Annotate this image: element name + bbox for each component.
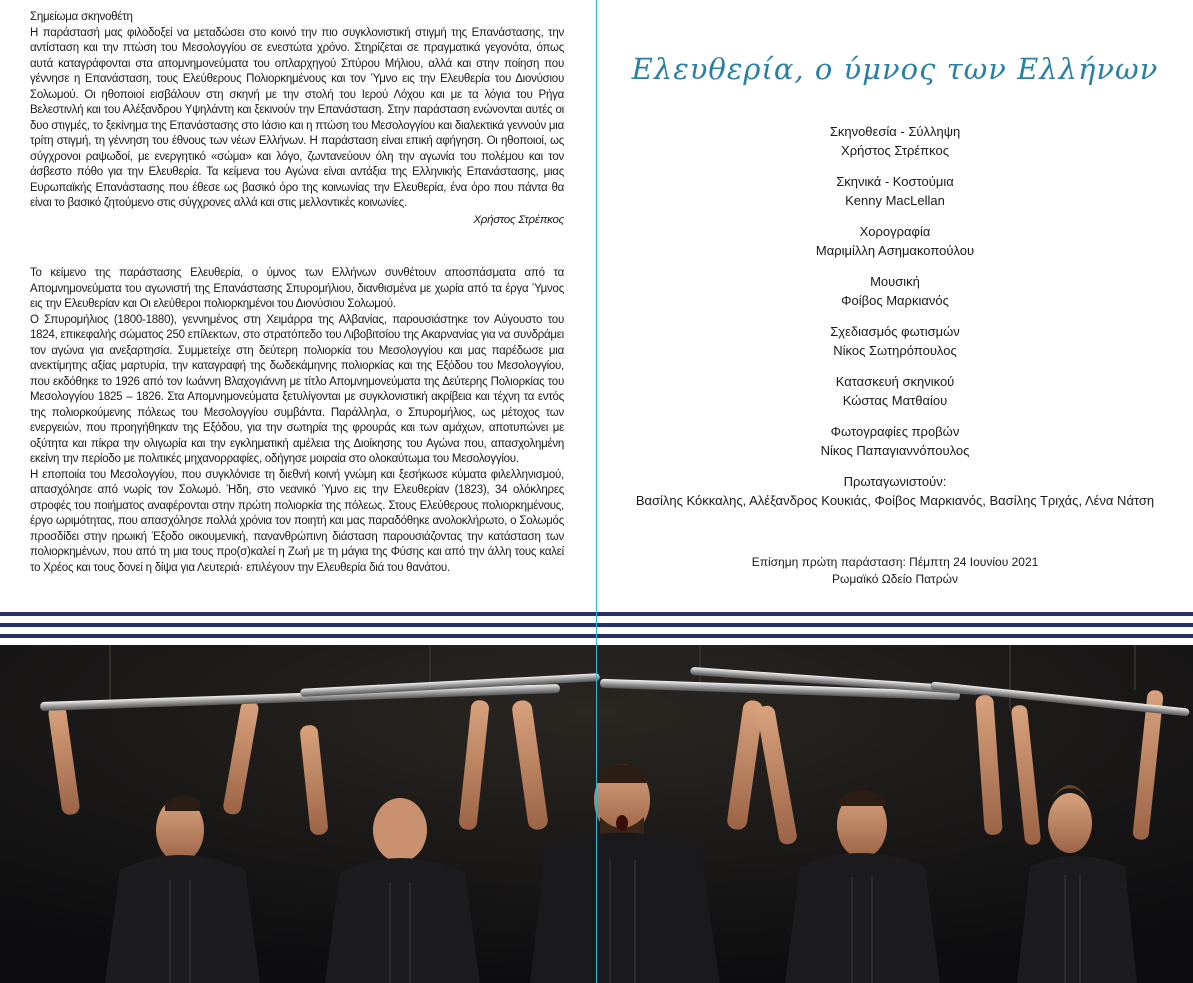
article-text xyxy=(30,266,564,576)
directors-note xyxy=(30,10,564,228)
credit-role: Σκηνοθεσία - Σύλληψη xyxy=(829,124,961,139)
credit-name: Kenny MacLellan xyxy=(845,193,945,208)
credits-list xyxy=(597,122,1193,522)
cast-names: Βασίλης Κόκκαλης, Αλέξανδρος Κουκιάς, Φοίβος Μαρκιανός, Βασίλης Τριχάς, Λένα Νάτση xyxy=(635,493,1155,508)
premiere-info xyxy=(597,554,1193,588)
directors-note-heading: Σημείωμα σκηνοθέτη xyxy=(30,11,133,23)
center-fold-line xyxy=(596,0,597,983)
credit-entry xyxy=(597,172,1193,210)
credit-role: Κατασκευή σκηνικού xyxy=(835,374,955,389)
credit-entry xyxy=(597,272,1193,310)
cast-entry xyxy=(597,472,1193,510)
credit-role: Φωτογραφίες προβών xyxy=(830,424,960,439)
credit-entry xyxy=(597,122,1193,160)
cast-heading: Πρωταγωνιστούν: xyxy=(843,474,947,489)
credit-role: Μουσική xyxy=(870,274,920,289)
credit-role: Χορογραφία xyxy=(859,224,931,239)
credit-role: Σκηνικά - Κοστούμια xyxy=(836,174,954,189)
credit-name: Νίκος Σωτηρόπουλος xyxy=(833,343,957,358)
credit-name: Φοίβος Μαρκιανός xyxy=(841,293,949,308)
credit-name: Χρήστος Στρέπκος xyxy=(841,143,949,158)
credit-entry xyxy=(597,222,1193,260)
directors-note-signature: Χρήστος Στρέπκος xyxy=(473,213,564,226)
credit-name: Μαριμίλλη Ασημακοπούλου xyxy=(815,243,975,258)
premiere-venue: Ρωμαϊκό Ωδείο Πατρών xyxy=(832,572,958,586)
article-paragraph: Η εποποιία του Μεσολογγίου, που συγκλόνισε τη διεθνή κοινή γνώμη και ξεσήκωσε κύματα φιλελληνισμού, απασχόλησε από νωρίς τον Σολωμό. Ήδη, στο νεανικό Ύμνο εις την Ελευθερίαν (1823), 34 ολόκληρες στροφές του ποιήματος αναφέρονται στην πρώτη πολιορκία της πόλεως. Στους Ελεύθερους πολιορκημένους, έργο ωριμότητας, που απασχόλησε πολλά χρόνια τον ποιητή και μας παραδόθηκε ανολοκλήρωτο, ο Σολωμός προσδίδει στην ηρωική Έξοδο οικουμενική, πανανθρώπινη διάσταση παρουσιάζοντας την κατάσταση των πολιορκημένων, που από τη μια τους προ(σ)καλεί η Ζωή με τη μάγια της Φύσης και από την άλλη τους καλεί το Χρέος και τους δονεί η δίψα για Λευτεριά· επιλέγουν την Ελευθερία διά του θανάτου. xyxy=(30,468,564,574)
premiere-date: Επίσημη πρώτη παράσταση: Πέμπτη 24 Ιουνίου 2021 xyxy=(751,555,1039,569)
directors-note-text: Η παράστασή μας φιλοδοξεί να μεταδώσει στο κοινό την πιο συγκλονιστική στιγμή της Επανάστασης, την αντίσταση και την πτώση του Μεσολογγίου σε ενεστώτα χρόνο. Στηρίζεται σε πραγματικά γεγονότα, όπως αυτά καταγράφονται στα απομνημονεύματα του οπλαρχηγού Σπύρου Μήλιου, αλλά και στην ποίηση που γέννησε η Επανάσταση, τους Ελεύθερους Πολιορκημένους και τον Ύμνο εις την Ελευθερία του Διονύσιου Σολωμού. Οι ηθοποιοί εισβάλουν στη σκηνή με την στολή του Ιερού Λόχου και με τα λόγια του Ρήγα Βελεστινλή και του Αλέξανδρου Υψηλάντη και ξεκινούν την Επανάσταση. Στην παράσταση ενώνονται αυτές οι δυο στιγμές, το ξεκίνημα της Επανάστασης στο Ιάσιο και η πτώση του Μεσολογγίου και διαλεκτικά γεννούν μια τρίτη στιγμή, τη γέννηση του έθνους των νέων Ελλήνων. Η παράσταση είναι επική αφήγηση. Οι ηθοποιοί, ως σύγχρονοι ραψωδοί, με ενεργητικό «σώμα» και λόγο, ζωντανεύουν όλη την αγωνία του πολέμου και τον άσβεστο πόθο για την Ελευθερία. Τα κείμενα του Αγώνα είναι αντάξια της Ελληνικής Επανάστασης, μιας Ευρωπαϊκής Επανάστασης που έθεσε ως βασικό όρο της κοινωνίας την Ελευθερία, ένα όρο που πάντα θα είναι το βασικό ζητούμενο στις σύγχρονες αλλά και στις μελλοντικές κοινωνίες. xyxy=(30,26,564,209)
article-paragraph: Το κείμενο της παράστασης Ελευθερία, ο ύμνος των Ελλήνων συνθέτουν αποσπάσματα από τα Απομνημονεύματα του αγωνιστή της Επανάστασης Σπυρομήλιου, διανθισμένα με χωρία από τα έργα Ύμνος εις την Ελευθερίαν και Οι ελεύθεροι πολιορκημένοι του Διονύσιου Σολωμού. xyxy=(30,267,564,310)
article-paragraph: Ο Σπυρομήλιος (1800-1880), γεννημένος στη Χειμάρρα της Αλβανίας, παρουσιάστηκε τον Αύγουστο του 1824, επικεφαλής σώματος 250 επίλεκτων, στο στρατόπεδο του Λιβοβιτσίου της Ακαρνανίας για να συνδράμει τον αγώνα για ανεξαρτησία. Συμμετείχε στη δεύτερη πολιορκία του Μεσολογγίου και μας παρέδωσε μια ανεκτίμητης αξίας μαρτυρία, την καταγραφή της δωδεκάμηνης πολιορκίας και της Εξόδου του Μεσολογγίου, που εκδόθηκε το 1926 από τον Ιωάννη Βλαχογιάννη με τίτλο Απομνημονεύματα της Δεύτερης Πολιορκίας του Μεσολογγίου 1825 – 1826. Στα Απομνημονεύματα ξετυλίγονται με συγκλονιστική ακρίβεια και τέχνη τα εντός της πολιορκούμενης πόλεως του Μεσολογγίου συμβάντα. Παράλληλα, ο Σπυρομήλιος, ως μέτοχος των ενεργειών, που προηγήθηκαν της Εξόδου, για την σωτηρία της φρουράς και των αμάχων, αποτυπώνει με οξύτητα και πίκρα την ολιγωρία και την εγκληματική αμέλεια της Διοίκησης του Αγώνα που, απασχολημένη εκείνη την περίοδο με πολιτικές μηχανορραφίες, οδήγησε μοιραία στο ολοκαύτωμα του Μεσολογγίου. xyxy=(30,313,564,465)
credit-name: Νίκος Παπαγιαννόπουλος xyxy=(820,443,970,458)
production-title: Ελευθερία, ο ύμνος των Ελλήνων xyxy=(631,52,1159,86)
credit-name: Κώστας Ματθαίου xyxy=(842,393,948,408)
credit-entry xyxy=(597,322,1193,360)
credit-entry xyxy=(597,372,1193,410)
credit-role: Σχεδιασμός φωτισμών xyxy=(830,324,960,339)
credit-entry xyxy=(597,422,1193,460)
